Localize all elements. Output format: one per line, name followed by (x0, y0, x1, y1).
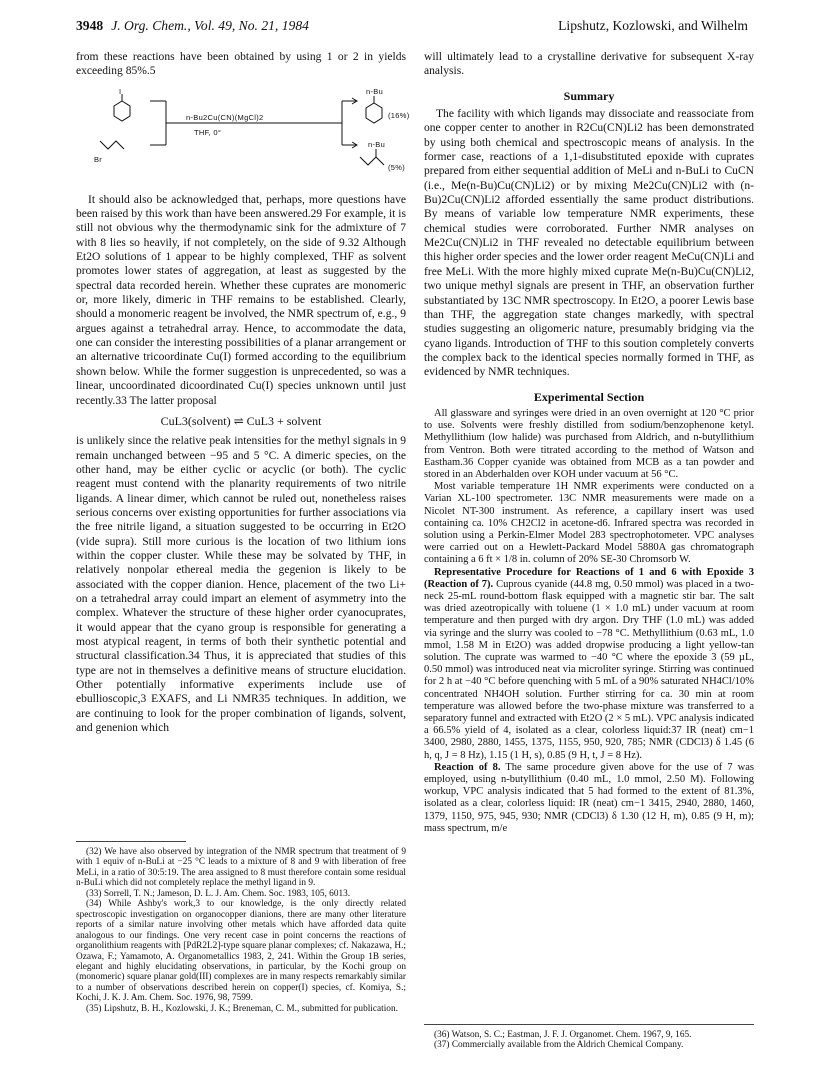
footnotes-right (424, 1015, 754, 1051)
footnote-34: (34) While Ashby's work,3 to our knowledge, is the only directly related spectroscopic investigation on organocopper dianions, there are many other literature reports of a similar nature involving other metals which have afforded data quite analogous to our findings. One very recent case in point concerns the reactions of organolithium reagents with [PdR2L2]-type square planar complexes; cf. Nakazawa, H.; Ozawa, F.; Yamamoto, A. Organometallics 1983, 2, 241. Within the Group 1B series, elegant and highly elucidating observations, in particular, by the Kochi group on (monomeric) square planar gold(III) complexes are in many respects remarkably similar to a number of observations described herein on copper(I) species, cf. Komiya, S.; Kochi, J. K. J. Am. Chem. Soc. 1976, 98, 7599. (76, 899, 406, 1004)
footnote-33: (33) Sorrell, T. N.; Jameson, D. L. J. Am. Chem. Soc. 1983, 105, 6013. (86, 888, 351, 899)
running-header (76, 18, 748, 38)
footnote-37: (37) Commercially available from the Aldrich Chemical Company. (434, 1040, 684, 1051)
paragraph-discussion: It should also be acknowledged that, perhaps, more questions have been raised by this work than have been answered.29 For example, it is still not obvious why the thermodynamic sink for the admixture of 7 with 8 lies so heavily, if not completely, on the side of 9.32 Although Et2O solutions of 1 appear to be highly complexed, THF as solvent promotes lower states of aggregation, at least as suggested by the spectral data recorded herein. Whether these cuprates are monomeric or, more likely, dimeric in THF remains to be established. Clearly, should a monomeric reagent be involved, the NMR spectrum of, e.g., 9 argues against a tetrahedral array. Hence, to accommodate the data, one can consider the interesting possibilities of a planar arrangement or an alternative tricoordinate Cu(I) formed according to the equilibrium shown below. While the former suggestion is unprecedented, so was a linear, uncoordinated dicoordinated Cu(I) species unknown until just recently.33 The latter proposal (76, 193, 406, 407)
left-column (76, 50, 410, 735)
procedure-reaction-8 (424, 762, 754, 835)
right-column (424, 50, 754, 835)
footnote-rule-right (424, 1024, 754, 1025)
summary-text: The facility with which ligands may dissociate and reassociate from one copper center to another in R2Cu(CN)Li2 has been demonstrated by using both chemical and spectroscopic means of analysis. In the former case, reactions of a 1,1-disubstituted epoxide with cuprates prepared from either sequential addition of MeLi and n-BuLi to CuCN (i.e., Me(n-Bu)Cu(CN)Li2) or by mixing Me2Cu(CN)Li2 with (n-Bu)2Cu(CN)Li2 afforded essentially the same product distributions. By means of variable low temperature NMR experiments, these chemical studies were corroborated. Further NMR analyses on Me2Cu(CN)Li2 in THF revealed no detectable equilibrium between this higher order species and the lower order reagent MeCu(CN)Li and free MeLi. With the more highly mixed cuprate Me(n-Bu)Cu(CN)Li2, two unique methyl signals are present in THF, an observation further substantiated by 13C NMR spectroscopy. In Et2O, a poorer Lewis base than THF, the aggregation state changes markedly, with spectral studies suggesting an oligomeric nature, presumably bridging via the cyano ligands. Introduction of THF to this soution completely converts the complex back to the identical species normally formed in THF, as evidenced by NMR techniques. (424, 108, 754, 379)
footnote-32: (32) We have also observed by integration of the NMR spectrum that treatment of 9 with 1 equiv of n-BuLi at −25 °C leads to a mixture of 8 and 9 with liberation of free MeLi, in a ratio of 30:5:19. The area assigned to 8 must therefore contain some residual n-BuLi which did not completely replace the methyl ligand in 9. (76, 847, 406, 889)
procedure-8-text: The same procedure given above for the use of 7 was employed, using n-butyllithium (0.40 mL, 1.0 mmol, 2.50 M). Following workup, VPC analysis indicated that 5 had formed to the extent of 81.3%, isolated as a clear, colorless liquid: IR (neat) cm−1 3415, 2940, 2880, 1460, 1379, 1150, 975, 945, 930; NMR (CDCl3) δ 1.30 (12 H, m), 0.85 (9 H, m); mass spectrum, m/e (424, 761, 754, 834)
paragraph-intro: from these reactions have been obtained by using 1 or 2 in yields exceeding 85%.5 (76, 51, 406, 78)
product-top-substituent: n-Bu (366, 86, 384, 96)
atom-label-bromine: Br (94, 154, 103, 164)
footnote-36: (36) Watson, S. C.; Eastman, J. F. J. Organomet. Chem. 1967, 9, 165. (434, 1030, 692, 1040)
experimental-section (424, 408, 754, 835)
reaction-scheme (76, 83, 410, 187)
page-number: 3948 (76, 18, 104, 33)
product-bottom-substituent: n-Bu (368, 139, 386, 149)
procedure-8-title: Reaction of 8. (434, 761, 501, 773)
scheme-conditions: THF, 0° (194, 127, 222, 137)
product-bottom-yield: (5%) (388, 162, 406, 172)
header-left (76, 18, 309, 38)
scheme-reagent: n-Bu2Cu(CN)(MgCl)2 (186, 112, 264, 122)
equilibrium-equation: CuL3(solvent) ⇌ CuL3 + solvent (160, 413, 322, 428)
product-top-yield: (16%) (388, 110, 410, 120)
footnote-rule (76, 841, 186, 842)
experimental-instruments: Most variable temperature 1H NMR experiments were conducted on a Varian XL-100 spectrometer. 13C NMR measurements were made on a Nicolet NT-300 instrument. As reference, a capillary insert was used containing ca. 10% CH2Cl2 in acetone-d6. Infrared spectra was recorded in solution using a Perkin-Elmer Model 283 spectrophotometer. VPC analyses were carried out on a Hewlett-Packard Model 5880A gas chromatograph containing a 6 ft × 1/8 in. column of 20% SE-30 Chromsorb W. (424, 481, 754, 566)
footnote-35: (35) Lipshutz, B. H., Kozlowski, J. K.; Breneman, C. M., submitted for publication. (86, 1003, 398, 1014)
footnotes-left (76, 832, 406, 1014)
summary-heading: Summary (563, 88, 615, 103)
experimental-heading: Experimental Section (533, 389, 645, 404)
procedure-7-title: Representative Procedure for Reactions of 1 and 6 with Epoxide 3 (Reaction of 7). (424, 566, 754, 590)
reaction-scheme-drawing (84, 83, 404, 187)
journal-citation: J. Org. Chem., Vol. 49, No. 21, 1984 (111, 18, 309, 33)
experimental-general: All glassware and syringes were dried in an oven overnight at 120 °C prior to use. Solvents were freshly distilled from sodium/benzophenone ketyl. Methyllithium (low halide) was purchased from Aldrich, and n-butyllithium from Ventron. Both were titrated according to the method of Watson and Eastham.36 Copper cyanide was obtained from MCB as a tan powder and stored in an Abderhalden over KOH under vacuum at 56 °C. (424, 407, 754, 480)
procedure-7-text: Cuprous cyanide (44.8 mg, 0.50 mmol) was placed in a two-neck 25-mL round-bottom flask equipped with a magnetic stir bar. The salt was dried azeotropically with toluene (1 × 1.0 mL) under vacuum at room temperature and then purged with dry argon. Dry THF (1.0 mL) was added via syringe and the slurry was cooled to −78 °C. Methyllithium (0.63 mL, 1.0 mmol, 1.58 M in Et2O) was added dropwise producing a light yellow-tan solution. The cuprate was warmed to −40 °C where the epoxide 3 (59 µL, 0.50 mmol) was introduced neat via microliter syringe. Stirring was continued for 2 h at −40 °C before quenching with 5 mL of a 90% saturated NH4Cl/10% concentrated NH4OH solution. Further stirring for ca. 30 min at room temperature was allowed before the two-phase mixture was transferred to a separatory funnel and extracted with Et2O (2 × 5 mL). VPC analysis indicated a 66.5% yield of 4, isolated as a clear, colorless liquid:37 IR (neat) cm−1 3400, 2980, 2880, 1455, 1375, 1155, 950, 920, 785; NMR (CDCl3) δ 1.45 (6 h, q, J = 8 Hz), 1.15 (1 H, s), 0.85 (9 H, t, J = 8 Hz). (424, 578, 754, 761)
atom-label-iodine: I (119, 86, 122, 96)
paragraph-discussion-cont: is unlikely since the relative peak intensities for the methyl signals in 9 remain unchanged between −95 and 5 °C. A dimeric species, on the other hand, may be either cyclic or acyclic (or both). The cyclic reagent must contend with the planarity requirements of two nitrile ligands. A linear dimer, which cannot be ruled out, nonetheless raises serious concerns over existing opportunities for further associations via the free nitrile ligand, a situation suggested to be occurring in Et2O (vide supra). Still more curious is the location of two lithium ions within the copper cluster. While these may be solvated by THF, in relatively nonpolar ethereal media the gegenion is likely to be associated with the copper dianion. Hence, placement of the two Li+ on a tetrahedral array could impart an element of asymmetry into the complex. Whatever the structure of these higher order cyanocuprates, it would appear that the cyano group is responsible for generating a most atypical reagent, in terms of both their synthetic potential and structural classification.34 Thus, it is appreciated that studies of this type are not in themselves a definitive means of structure elucidation. Other potentially informative experiments include use of ebullioscopic,3 EXAFS, and Li NMR35 techniques. In addition, we are continuing to look for the proper combination of ligands, solvent, and genenion which (76, 435, 406, 735)
header-authors: Lipshutz, Kozlowski, and Wilhelm (558, 18, 748, 33)
paragraph-continuation: will ultimately lead to a crystalline derivative for subsequent X-ray analysis. (424, 51, 754, 78)
procedure-reaction-7 (424, 567, 754, 762)
